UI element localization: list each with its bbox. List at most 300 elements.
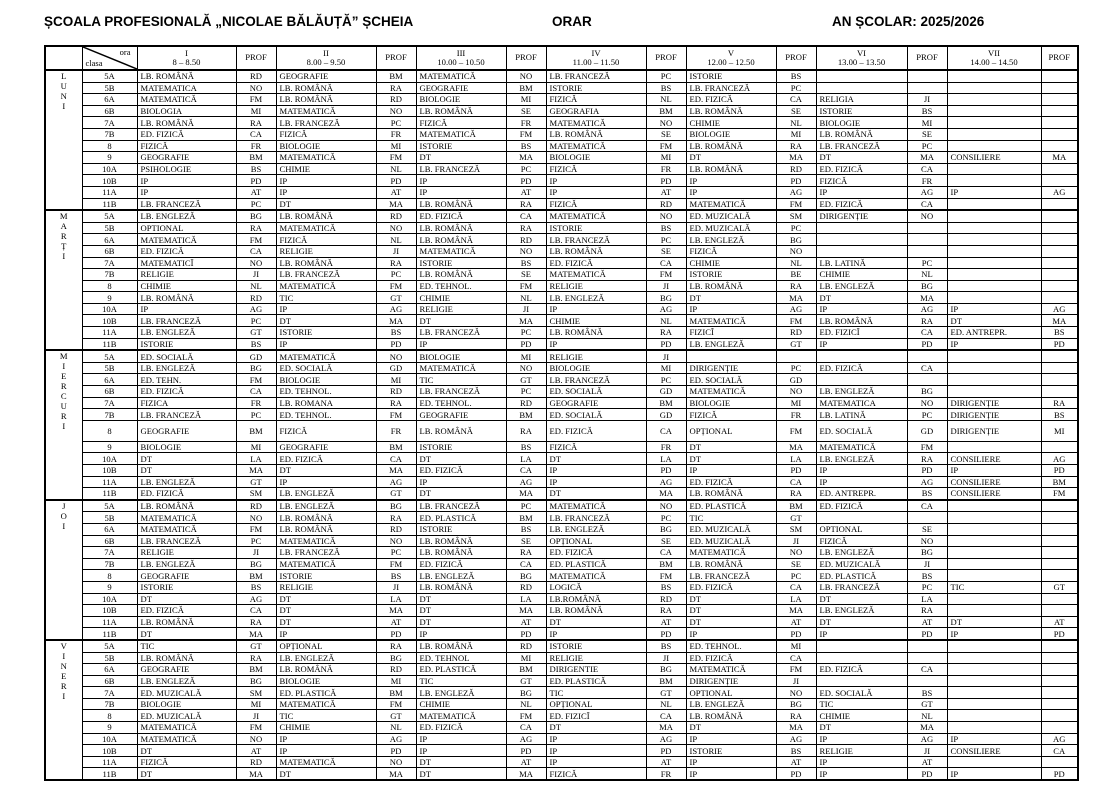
teacher-cell: PC xyxy=(236,409,276,421)
subject-cell: RELIGIE xyxy=(546,652,646,664)
table-row xyxy=(45,303,1078,315)
teacher-cell: FR xyxy=(646,441,686,453)
subject-cell: IP xyxy=(947,768,1041,780)
teacher-cell: AG xyxy=(506,476,546,488)
teacher-cell: CA xyxy=(236,386,276,398)
subject-cell: BIOLOGIA xyxy=(137,105,236,117)
teacher-cell: NL xyxy=(907,269,947,281)
teacher-cell: RA xyxy=(776,280,816,292)
subject-cell: DT xyxy=(137,768,236,780)
teacher-cell: MI xyxy=(1041,420,1078,441)
teacher-cell: NL xyxy=(907,710,947,722)
teacher-cell: BS xyxy=(907,488,947,500)
subject-cell: RELIGIE xyxy=(137,547,236,559)
class-cell: 11B xyxy=(82,338,137,350)
subject-cell: MATEMATICĂ xyxy=(686,315,776,327)
teacher-cell: PD xyxy=(646,465,686,477)
subject-cell: ED. ANTREPR. xyxy=(947,327,1041,339)
teacher-cell: MI xyxy=(506,652,546,664)
teacher-cell: JI xyxy=(506,303,546,315)
teacher-cell: GT xyxy=(236,640,276,652)
teacher-cell: GT xyxy=(506,374,546,386)
subject-cell: DT xyxy=(686,722,776,734)
subject-cell: IP xyxy=(546,175,646,187)
teacher-cell: BM xyxy=(236,664,276,676)
prof-header: PROF xyxy=(376,46,416,70)
teacher-cell: RD xyxy=(506,234,546,246)
teacher-cell: AG xyxy=(646,476,686,488)
teacher-cell: AT xyxy=(506,616,546,628)
subject-cell: ED. FIZICĂ xyxy=(816,163,907,175)
teacher-cell: FR xyxy=(236,140,276,152)
day-name xyxy=(49,261,50,262)
subject-cell xyxy=(816,70,907,82)
subject-cell: MATEMATICĂ xyxy=(546,210,646,222)
teacher-cell: PD xyxy=(776,465,816,477)
subject-cell: BIOLOGIE xyxy=(546,362,646,374)
teacher-cell: BM xyxy=(506,82,546,94)
subject-cell xyxy=(947,698,1041,710)
teacher-cell: AT xyxy=(646,616,686,628)
class-cell: 11A xyxy=(82,327,137,339)
teacher-cell: BS xyxy=(236,338,276,350)
subject-cell: LB. ROMÂNĂ xyxy=(816,315,907,327)
teacher-cell: MA xyxy=(236,628,276,640)
subject-cell xyxy=(947,245,1041,257)
table-row xyxy=(45,710,1078,722)
teacher-cell: AT xyxy=(376,616,416,628)
subject-cell: MATEMATICĂ xyxy=(546,500,646,512)
class-cell: 10A xyxy=(82,453,137,465)
teacher-cell: NO xyxy=(376,535,416,547)
subject-cell: PSIHOLOGIE xyxy=(137,163,236,175)
teacher-cell: PC xyxy=(907,257,947,269)
subject-cell: ISTORIE xyxy=(546,82,646,94)
subject-cell: LB. ROMÂNĂ xyxy=(276,523,376,535)
teacher-cell: BM xyxy=(236,570,276,582)
teacher-cell: MA xyxy=(646,488,686,500)
subject-cell: ED. FIZICĂ xyxy=(816,198,907,210)
subject-cell: FIZICĂ xyxy=(686,409,776,421)
table-row xyxy=(45,441,1078,453)
teacher-cell xyxy=(907,234,947,246)
teacher-cell: RD xyxy=(376,210,416,222)
teacher-cell: JI xyxy=(907,558,947,570)
subject-cell: IP xyxy=(546,338,646,350)
subject-cell: RELIGIA xyxy=(816,94,907,106)
subject-cell: MATEMATICĂ xyxy=(686,386,776,398)
subject-cell: FIZICĂ xyxy=(546,441,646,453)
subject-cell: MATEMATICA xyxy=(816,397,907,409)
subject-cell: FIZICĂ xyxy=(686,245,776,257)
subject-cell: LB. ENGLEZĂ xyxy=(137,476,236,488)
teacher-cell: MA xyxy=(1041,315,1078,327)
subject-cell: ISTORIE xyxy=(416,257,506,269)
subject-cell: IP xyxy=(276,186,376,198)
teacher-cell: PC xyxy=(646,234,686,246)
subject-cell: ISTORIE xyxy=(686,70,776,82)
teacher-cell: LA xyxy=(376,593,416,605)
class-cell: 7A xyxy=(82,687,137,699)
subject-cell: CHIMIE xyxy=(276,722,376,734)
subject-cell: IP xyxy=(947,733,1041,745)
subject-cell: MATEMATICĨ xyxy=(137,257,236,269)
teacher-cell: SE xyxy=(776,558,816,570)
teacher-cell: SM xyxy=(236,488,276,500)
teacher-cell: GD xyxy=(646,409,686,421)
teacher-cell: PD xyxy=(506,338,546,350)
teacher-cell: BG xyxy=(506,570,546,582)
teacher-cell: MA xyxy=(776,605,816,617)
class-cell: 10A xyxy=(82,733,137,745)
table-row xyxy=(45,292,1078,304)
teacher-cell: BG xyxy=(907,547,947,559)
teacher-cell: PD xyxy=(776,768,816,780)
teacher-cell: PD xyxy=(236,175,276,187)
subject-cell: DIRIGENȚIE xyxy=(947,420,1041,441)
subject-cell xyxy=(947,558,1041,570)
subject-cell: GEOGRAFIE xyxy=(416,82,506,94)
teacher-cell: BM xyxy=(506,512,546,524)
teacher-cell: FM xyxy=(646,140,686,152)
subject-cell: LB. FRANCEZĂ xyxy=(546,512,646,524)
subject-cell xyxy=(947,292,1041,304)
subject-cell: ED. FIZICĂ xyxy=(137,386,236,398)
subject-cell: IP xyxy=(276,303,376,315)
subject-cell: TIC xyxy=(546,687,646,699)
class-cell: 5B xyxy=(82,362,137,374)
teacher-cell: RD xyxy=(646,593,686,605)
teacher-cell: MI xyxy=(646,152,686,164)
teacher-cell: AT xyxy=(506,756,546,768)
subject-cell: LB. FRANCEZĂ xyxy=(276,547,376,559)
table-row xyxy=(45,652,1078,664)
subject-cell: ED. MUZICALĂ xyxy=(686,523,776,535)
subject-cell xyxy=(816,640,907,652)
subject-cell: ED. FIZICĨ xyxy=(546,710,646,722)
subject-cell: ED. FIZICĂ xyxy=(137,245,236,257)
teacher-cell: NL xyxy=(376,722,416,734)
day-letter: R xyxy=(60,411,67,422)
subject-cell: OPȚIONAL xyxy=(546,698,646,710)
teacher-cell: NO xyxy=(376,756,416,768)
subject-cell xyxy=(947,675,1041,687)
teacher-cell: PD xyxy=(776,628,816,640)
teacher-cell: AG xyxy=(907,186,947,198)
table-row xyxy=(45,640,1078,652)
teacher-cell: FR xyxy=(236,397,276,409)
class-cell: 11A xyxy=(82,186,137,198)
corner-clasa-label: clasa xyxy=(85,57,103,68)
subject-cell: ED. FIZICĂ xyxy=(137,605,236,617)
subject-cell: DIRIGENȚIE xyxy=(947,409,1041,421)
subject-cell: LB. ENGLEZĂ xyxy=(816,547,907,559)
subject-cell: DT xyxy=(137,745,236,757)
teacher-cell xyxy=(1041,547,1078,559)
subject-cell: FIZICĂ xyxy=(137,756,236,768)
subject-cell: DT xyxy=(816,722,907,734)
subject-cell xyxy=(947,523,1041,535)
subject-cell: LB. LATINĂ xyxy=(816,257,907,269)
teacher-cell: MA xyxy=(506,605,546,617)
subject-cell: ED. TEHN. xyxy=(137,374,236,386)
class-cell: 8 xyxy=(82,570,137,582)
subject-cell xyxy=(947,664,1041,676)
teacher-cell: BG xyxy=(907,280,947,292)
class-cell: 7A xyxy=(82,117,137,129)
class-cell: 7B xyxy=(82,409,137,421)
teacher-cell: GT xyxy=(236,327,276,339)
teacher-cell: CA xyxy=(907,163,947,175)
day-letter: E xyxy=(61,670,67,681)
teacher-cell: CA xyxy=(907,664,947,676)
class-cell: 10B xyxy=(82,465,137,477)
teacher-cell: JI xyxy=(907,745,947,757)
day-letter: E xyxy=(61,371,67,382)
teacher-cell: MI xyxy=(776,397,816,409)
table-row xyxy=(45,350,1078,362)
teacher-cell: AT xyxy=(907,616,947,628)
teacher-cell: JI xyxy=(376,581,416,593)
subject-cell: LB. ENGLEZĂ xyxy=(816,280,907,292)
teacher-cell: AG xyxy=(776,733,816,745)
table-row xyxy=(45,315,1078,327)
teacher-cell xyxy=(1041,350,1078,362)
teacher-cell: AG xyxy=(907,733,947,745)
subject-cell: IP xyxy=(546,465,646,477)
teacher-cell xyxy=(1041,710,1078,722)
teacher-cell: PD xyxy=(506,745,546,757)
day-letter: V xyxy=(60,640,67,651)
table-row xyxy=(45,616,1078,628)
subject-cell: LB. ROMÂNĂ xyxy=(137,652,236,664)
teacher-cell: AG xyxy=(376,303,416,315)
teacher-cell: RA xyxy=(376,397,416,409)
teacher-cell xyxy=(1041,280,1078,292)
teacher-cell: AG xyxy=(376,476,416,488)
teacher-cell: CA xyxy=(236,128,276,140)
teacher-cell: RD xyxy=(236,500,276,512)
class-cell: 11B xyxy=(82,768,137,780)
subject-cell: LB. ROMÂNĂ xyxy=(137,500,236,512)
subject-cell xyxy=(947,140,1041,152)
subject-cell: BIOLOGIE xyxy=(276,374,376,386)
teacher-cell xyxy=(1041,198,1078,210)
subject-cell: MATEMATICĂ xyxy=(137,512,236,524)
teacher-cell: FM xyxy=(776,664,816,676)
subject-cell: IP xyxy=(416,338,506,350)
teacher-cell: PD xyxy=(646,745,686,757)
subject-cell: ED. ANTREPR. xyxy=(816,488,907,500)
table-row xyxy=(45,570,1078,582)
teacher-cell: FM xyxy=(376,152,416,164)
subject-cell: FIZICĂ xyxy=(546,163,646,175)
subject-cell: IP xyxy=(816,303,907,315)
class-cell: 6A xyxy=(82,374,137,386)
teacher-cell: RD xyxy=(776,327,816,339)
class-cell: 10B xyxy=(82,745,137,757)
subject-cell: CHIMIE xyxy=(816,710,907,722)
subject-cell: ED. SOCIALĂ xyxy=(816,420,907,441)
teacher-cell: NL xyxy=(236,280,276,292)
subject-cell: MATEMATICĂ xyxy=(276,535,376,547)
class-cell: 6B xyxy=(82,535,137,547)
subject-cell: DT xyxy=(416,315,506,327)
teacher-cell: PD xyxy=(646,628,686,640)
table-row xyxy=(45,245,1078,257)
subject-cell: MATEMATICĂ xyxy=(686,547,776,559)
subject-cell: LB. ENGLEZĂ xyxy=(137,362,236,374)
subject-cell: LB. ENGLEZĂ xyxy=(276,500,376,512)
teacher-cell: FM xyxy=(236,523,276,535)
subject-cell: RELIGIE xyxy=(546,350,646,362)
day-letter: I xyxy=(62,650,66,661)
subject-cell: DT xyxy=(686,292,776,304)
teacher-cell: MA xyxy=(506,315,546,327)
teacher-cell: BS xyxy=(506,257,546,269)
subject-cell xyxy=(947,722,1041,734)
subject-cell: FIZICĨ xyxy=(686,327,776,339)
teacher-cell: BM xyxy=(506,664,546,676)
teacher-cell: NO xyxy=(776,547,816,559)
subject-cell: IP xyxy=(686,628,776,640)
class-cell: 7B xyxy=(82,269,137,281)
subject-cell: MATEMATICĂ xyxy=(546,117,646,129)
header-row xyxy=(45,46,1078,70)
class-cell: 8 xyxy=(82,280,137,292)
subject-cell: LB. ENGLEZĂ xyxy=(686,698,776,710)
subject-cell: DT xyxy=(947,315,1041,327)
teacher-cell: FM xyxy=(646,570,686,582)
subject-cell xyxy=(816,222,907,234)
teacher-cell: FR xyxy=(646,163,686,175)
subject-cell: GEOGRAFIE xyxy=(276,70,376,82)
day-letter: I xyxy=(62,361,66,372)
subject-cell: IP xyxy=(416,628,506,640)
subject-cell: LB. ENGLEZĂ xyxy=(276,488,376,500)
teacher-cell: BG xyxy=(506,687,546,699)
teacher-cell xyxy=(1041,128,1078,140)
subject-cell: LB. ROMÂNĂ xyxy=(546,128,646,140)
corner-cell xyxy=(82,46,137,70)
subject-cell: ISTORIE xyxy=(546,640,646,652)
teacher-cell xyxy=(907,245,947,257)
teacher-cell: LA xyxy=(236,453,276,465)
teacher-cell: GD xyxy=(376,362,416,374)
teacher-cell xyxy=(1041,70,1078,82)
subject-cell: ED. FIZICĂ xyxy=(416,722,506,734)
teacher-cell xyxy=(1041,117,1078,129)
subject-cell: DIRIGENȚIE xyxy=(686,362,776,374)
subject-cell: LB. ENGLEZĂ xyxy=(816,453,907,465)
subject-cell: LB. ENGLEZĂ xyxy=(816,605,907,617)
table-row xyxy=(45,117,1078,129)
subject-cell xyxy=(947,441,1041,453)
subject-cell: RELIGIE xyxy=(816,745,907,757)
teacher-cell: BM xyxy=(376,441,416,453)
teacher-cell: RD xyxy=(376,523,416,535)
teacher-cell: MI xyxy=(236,698,276,710)
teacher-cell xyxy=(1041,269,1078,281)
teacher-cell: AT xyxy=(646,186,686,198)
subject-cell: ISTORIE xyxy=(686,269,776,281)
subject-cell: LB. ENGLEZĂ xyxy=(686,338,776,350)
day-letter: I xyxy=(62,520,66,531)
teacher-cell xyxy=(1041,640,1078,652)
subject-cell: CHIMIE xyxy=(686,257,776,269)
subject-cell: CHIMIE xyxy=(137,280,236,292)
teacher-cell xyxy=(1041,593,1078,605)
teacher-cell: NO xyxy=(907,535,947,547)
teacher-cell: RA xyxy=(646,327,686,339)
teacher-cell: PC xyxy=(646,374,686,386)
class-cell: 9 xyxy=(82,441,137,453)
subject-cell: TIC xyxy=(276,710,376,722)
subject-cell: LB. ROMÂNĂ xyxy=(276,94,376,106)
teacher-cell: JI xyxy=(376,245,416,257)
subject-cell xyxy=(816,82,907,94)
teacher-cell: AG xyxy=(776,303,816,315)
subject-cell: CONSILIERE xyxy=(947,453,1041,465)
period-header: I 8 – 8.50 xyxy=(137,46,236,70)
teacher-cell: GT xyxy=(907,698,947,710)
teacher-cell: MA xyxy=(376,198,416,210)
teacher-cell: NL xyxy=(776,257,816,269)
class-cell: 5B xyxy=(82,222,137,234)
subject-cell: DT xyxy=(276,315,376,327)
subject-cell: MATEMATICĂ xyxy=(546,140,646,152)
subject-cell: MATEMATICĂ xyxy=(276,222,376,234)
teacher-cell: NO xyxy=(376,222,416,234)
subject-cell xyxy=(816,245,907,257)
subject-cell: DT xyxy=(816,152,907,164)
subject-cell: IP xyxy=(816,465,907,477)
teacher-cell: LA xyxy=(646,453,686,465)
class-cell: 9 xyxy=(82,581,137,593)
subject-cell: ED. PLASTICĂ xyxy=(816,570,907,582)
teacher-cell: RA xyxy=(907,315,947,327)
teacher-cell: FR xyxy=(646,768,686,780)
teacher-cell: RA xyxy=(236,222,276,234)
subject-cell: BIOLOGIE xyxy=(686,397,776,409)
teacher-cell: RA xyxy=(236,117,276,129)
day-name xyxy=(49,701,50,702)
subject-cell: LB. ROMÂNĂ xyxy=(276,664,376,676)
table-row xyxy=(45,175,1078,187)
teacher-cell: MA xyxy=(376,605,416,617)
period-header: III 10.00 – 10.50 xyxy=(416,46,506,70)
subject-cell: LB. ENGLEZĂ xyxy=(276,652,376,664)
table-row xyxy=(45,105,1078,117)
subject-cell: LB. ROMÂNĂ xyxy=(546,605,646,617)
subject-cell: TIC xyxy=(137,640,236,652)
teacher-cell xyxy=(1041,652,1078,664)
teacher-cell: SE xyxy=(506,105,546,117)
subject-cell: GEOGRAFIE xyxy=(276,441,376,453)
teacher-cell xyxy=(1041,535,1078,547)
subject-cell: RELIGIE xyxy=(137,269,236,281)
subject-cell: ED. FIZICĂ xyxy=(137,128,236,140)
subject-cell: MATEMATICĂ xyxy=(276,105,376,117)
teacher-cell xyxy=(907,640,947,652)
teacher-cell: GD xyxy=(907,420,947,441)
teacher-cell: FM xyxy=(506,710,546,722)
class-cell: 6B xyxy=(82,105,137,117)
school-name: ȘCOALA PROFESIONALĂ „NICOLAE BĂLĂUȚĂ” ȘCHEIA xyxy=(44,14,414,29)
subject-cell: IP xyxy=(416,175,506,187)
subject-cell: DT xyxy=(546,453,646,465)
subject-cell: DT xyxy=(416,488,506,500)
